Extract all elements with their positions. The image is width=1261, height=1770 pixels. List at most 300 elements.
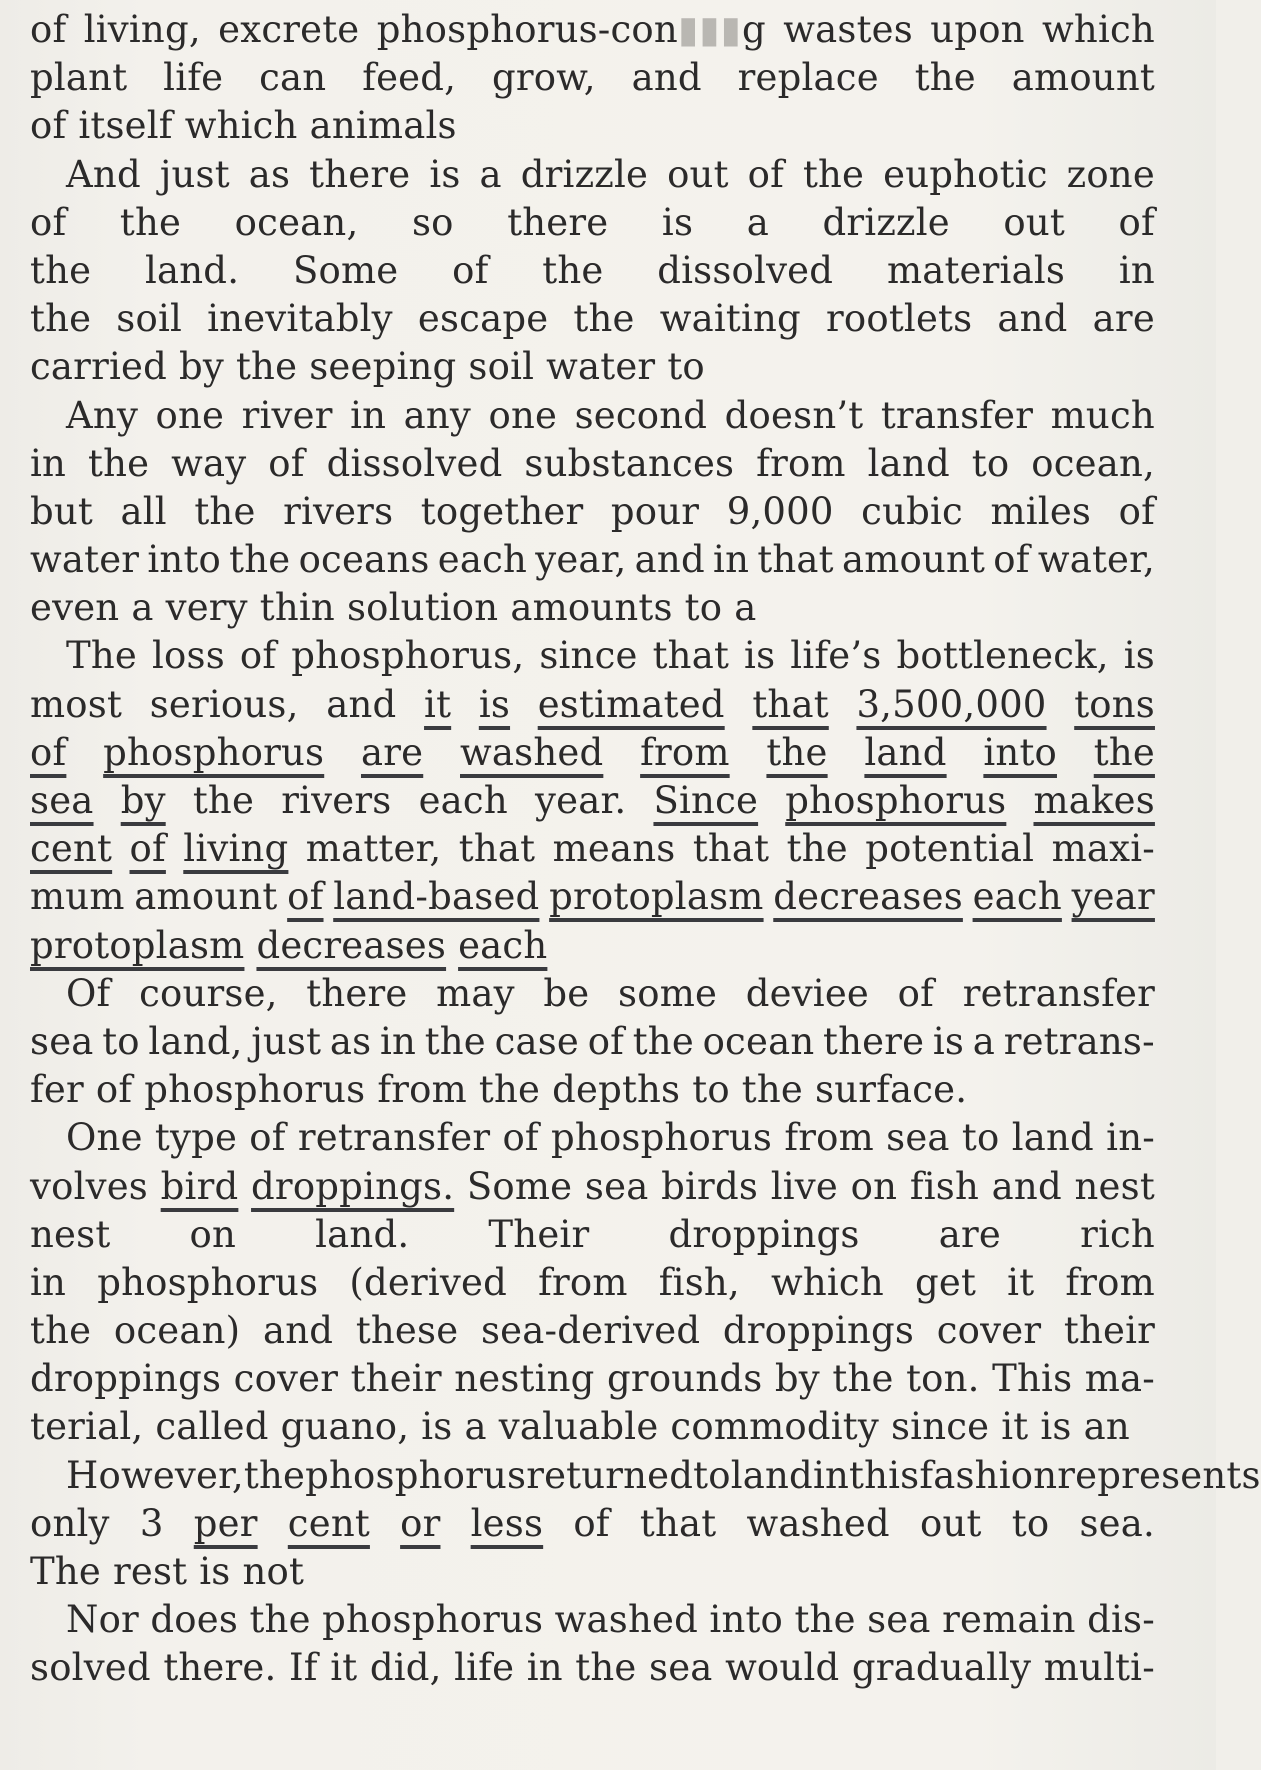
word: of xyxy=(747,152,784,196)
word: by xyxy=(120,779,166,822)
word: cent xyxy=(287,1501,370,1545)
word: fish xyxy=(909,1164,979,1208)
word: potential xyxy=(865,827,1035,871)
word: from xyxy=(756,441,846,485)
word: does xyxy=(150,1598,239,1642)
text-line xyxy=(30,1550,1155,1598)
word: out xyxy=(667,152,729,196)
word: on xyxy=(189,1212,237,1256)
word: substances xyxy=(524,441,735,485)
word: water xyxy=(30,538,140,582)
word: represents xyxy=(1057,1453,1261,1497)
text-line xyxy=(30,1261,1155,1309)
word: (derived xyxy=(349,1260,507,1304)
word: land xyxy=(864,730,947,774)
word: from xyxy=(784,1116,874,1160)
word: phosphorus xyxy=(322,1598,544,1642)
word: life xyxy=(454,1646,515,1690)
word: land xyxy=(1011,1116,1094,1160)
text-line xyxy=(30,297,1155,345)
word: life’s xyxy=(790,634,882,678)
word: of xyxy=(287,875,324,919)
word: terial, xyxy=(30,1405,144,1449)
word: from xyxy=(538,1260,628,1304)
word: to xyxy=(102,1019,140,1063)
word: depths xyxy=(552,1068,681,1112)
word: each xyxy=(437,538,528,582)
word: phosphorus xyxy=(103,730,325,774)
word: water xyxy=(546,345,656,389)
word: carried xyxy=(30,345,167,389)
word: materials xyxy=(886,248,1066,292)
word: since xyxy=(890,1405,990,1449)
word: year xyxy=(1071,875,1155,919)
word: land. xyxy=(144,248,240,292)
word: cent xyxy=(30,827,113,871)
word: living, xyxy=(83,8,201,51)
text-line xyxy=(30,8,1155,56)
word: replace xyxy=(737,56,879,100)
word: Since xyxy=(653,779,759,822)
word: waiting xyxy=(659,297,801,341)
word: in- xyxy=(1106,1116,1155,1160)
text-line xyxy=(30,827,1155,875)
word: zone xyxy=(1066,152,1155,196)
word: the xyxy=(30,297,92,341)
word: the xyxy=(1093,730,1155,774)
word: the xyxy=(229,538,291,582)
word: the xyxy=(632,1019,694,1063)
word: of xyxy=(268,441,305,485)
word: the xyxy=(235,345,298,389)
text-line xyxy=(30,586,1155,634)
word: means xyxy=(552,827,676,871)
text-line xyxy=(30,683,1155,731)
word: the xyxy=(573,297,635,341)
word: and xyxy=(997,297,1068,341)
word: amounts xyxy=(510,586,673,630)
word: just xyxy=(159,152,230,196)
word: is xyxy=(1123,634,1155,678)
word: dissolved xyxy=(326,441,503,485)
word: type xyxy=(154,1116,238,1160)
word: in xyxy=(1118,248,1155,292)
word: that xyxy=(692,827,770,871)
word: transfer xyxy=(880,393,1034,437)
word: of xyxy=(587,1019,625,1063)
word: rivers xyxy=(281,779,392,822)
word: itself xyxy=(78,104,173,148)
word: sea xyxy=(886,1116,950,1160)
word: bird xyxy=(160,1164,239,1208)
word: upon xyxy=(930,8,1025,51)
word: of xyxy=(129,827,166,871)
word: in xyxy=(812,1453,850,1497)
word: it xyxy=(1001,1405,1029,1449)
word: phosphorus xyxy=(785,779,1007,822)
word: pour xyxy=(610,489,700,533)
word: miles xyxy=(990,489,1092,533)
word: Any xyxy=(66,393,139,437)
word: solution xyxy=(346,586,499,630)
word: one xyxy=(488,393,558,437)
word: If xyxy=(288,1646,318,1690)
word: way xyxy=(171,441,247,485)
word: of xyxy=(897,971,935,1015)
word: protoplasm xyxy=(549,875,764,919)
word: there xyxy=(309,152,411,196)
word: the xyxy=(832,1357,894,1401)
word: soil xyxy=(116,297,183,341)
word: of xyxy=(452,248,489,292)
text-line xyxy=(30,1453,1261,1502)
word: of xyxy=(1118,489,1155,533)
word: droppings xyxy=(668,1212,860,1256)
word: valuable xyxy=(498,1405,659,1449)
word: can xyxy=(259,56,327,100)
word: washed xyxy=(460,730,604,774)
word: amount xyxy=(134,875,278,919)
word: and xyxy=(991,1164,1062,1208)
word: the xyxy=(575,1646,637,1690)
word: there. xyxy=(163,1646,277,1690)
word: phosphorus, xyxy=(291,634,525,678)
word: one xyxy=(155,393,225,437)
word: ocean, xyxy=(234,200,359,244)
word: the xyxy=(478,1068,541,1112)
word: that xyxy=(757,538,834,582)
word: just xyxy=(251,1019,322,1063)
word: a xyxy=(464,1405,487,1449)
word: Of xyxy=(66,971,111,1015)
text-line xyxy=(30,442,1155,490)
word: and xyxy=(634,538,705,582)
word: cover xyxy=(233,1357,339,1401)
word: Their xyxy=(488,1212,590,1256)
word: escape xyxy=(417,297,549,341)
word: soil xyxy=(468,345,535,389)
word: Nor xyxy=(66,1598,139,1642)
word: that xyxy=(752,682,829,726)
word: as xyxy=(329,1019,372,1063)
word: ocean) xyxy=(113,1309,241,1353)
text-line xyxy=(30,56,1155,104)
word: estimated xyxy=(537,682,725,726)
word: that xyxy=(652,634,730,678)
word: into xyxy=(983,730,1057,774)
word: of xyxy=(30,104,67,148)
word: in xyxy=(379,1019,417,1063)
word: of xyxy=(249,1116,286,1160)
word: retransfer xyxy=(297,1116,491,1160)
word: droppings xyxy=(30,1357,222,1401)
word: which xyxy=(1042,8,1155,51)
word: per xyxy=(193,1501,258,1545)
word: their xyxy=(350,1357,442,1401)
word: is xyxy=(429,152,461,196)
word: This xyxy=(992,1357,1073,1401)
word: of xyxy=(1118,200,1155,244)
word: there xyxy=(507,200,609,244)
word: phosphorus xyxy=(305,1453,527,1497)
smudged-text: ▮▮▮ xyxy=(677,8,743,51)
word: sea xyxy=(30,1019,94,1063)
text-line xyxy=(30,153,1155,201)
word: life xyxy=(163,56,224,100)
word: rootlets xyxy=(826,297,973,341)
word: retransfer xyxy=(962,971,1155,1015)
word: a xyxy=(734,586,757,630)
word: all xyxy=(120,489,167,533)
word: 3,500,000 xyxy=(856,682,1047,726)
word: 9,000 xyxy=(726,489,834,533)
word: very xyxy=(165,586,248,630)
word: out xyxy=(1003,200,1065,244)
word: drizzle xyxy=(520,152,649,196)
word: nest xyxy=(30,1212,111,1256)
word: tons xyxy=(1074,682,1155,726)
word: fashion xyxy=(919,1453,1058,1497)
word: there xyxy=(823,1019,925,1063)
word: decreases xyxy=(256,923,447,967)
word: the xyxy=(424,1019,486,1063)
text-line xyxy=(30,1502,1155,1550)
text-line xyxy=(30,1213,1155,1261)
word: phosphorus xyxy=(551,1116,773,1160)
word: decreases xyxy=(773,875,963,919)
word: dissolved xyxy=(657,248,834,292)
word: ma- xyxy=(1084,1357,1155,1401)
text-line xyxy=(30,394,1155,442)
word: amount xyxy=(841,538,986,582)
word: gradually xyxy=(851,1646,1032,1690)
word: each xyxy=(458,923,548,967)
text-line xyxy=(30,779,1155,827)
word: land, xyxy=(148,1019,243,1063)
word: of xyxy=(95,1068,133,1112)
word: to xyxy=(667,345,705,389)
word: is xyxy=(932,1019,965,1063)
word: commodity xyxy=(670,1405,879,1449)
word: live xyxy=(770,1164,838,1208)
word: out xyxy=(920,1501,982,1545)
word: serious, xyxy=(149,682,299,726)
word: washed xyxy=(746,1501,890,1545)
word: are xyxy=(1092,297,1155,341)
word: inevitably xyxy=(207,297,393,341)
text-line xyxy=(30,1309,1155,1357)
text-line xyxy=(30,1020,1155,1068)
word: ocean, xyxy=(1031,441,1155,485)
word: returned xyxy=(526,1453,694,1497)
word: of xyxy=(239,634,277,678)
word: to xyxy=(1011,1501,1050,1545)
word: the xyxy=(794,1598,856,1642)
word: One xyxy=(66,1116,143,1160)
word: the xyxy=(542,248,604,292)
word: called xyxy=(155,1405,269,1449)
word: the xyxy=(786,827,848,871)
word: a xyxy=(479,152,502,196)
word: in xyxy=(350,393,387,437)
word: the xyxy=(249,1598,311,1642)
word: drizzle xyxy=(822,200,950,244)
word: from xyxy=(640,730,730,774)
word: from xyxy=(377,1068,467,1112)
word: would xyxy=(725,1646,840,1690)
word: phosphorus-con▮▮▮g xyxy=(376,8,766,51)
text-line xyxy=(30,634,1155,682)
word: animals xyxy=(309,104,457,148)
word: ton. xyxy=(906,1357,980,1401)
word: wastes xyxy=(783,8,913,51)
word: volves xyxy=(30,1164,148,1208)
word: Some xyxy=(292,248,399,292)
word: phosphorus xyxy=(144,1068,366,1112)
word: loss xyxy=(152,634,225,678)
word: washed xyxy=(554,1598,698,1642)
word: in xyxy=(713,538,750,582)
word: on xyxy=(850,1164,898,1208)
word: only xyxy=(30,1501,110,1545)
word: mum xyxy=(30,875,125,919)
word: to xyxy=(961,1116,1000,1160)
text-line xyxy=(30,1598,1155,1646)
text-line xyxy=(30,972,1155,1020)
word: into xyxy=(147,538,221,582)
word: river xyxy=(241,393,333,437)
word: be xyxy=(543,971,590,1015)
word: surface. xyxy=(815,1068,968,1112)
word: a xyxy=(972,1019,996,1063)
word: from xyxy=(1065,1260,1155,1304)
word: oceans xyxy=(298,538,430,582)
text-line xyxy=(30,1165,1155,1213)
word: that xyxy=(458,827,536,871)
word: the xyxy=(914,56,976,100)
word: the xyxy=(30,248,92,292)
word: of xyxy=(502,1116,539,1160)
word: the xyxy=(802,152,865,196)
word: is xyxy=(744,634,776,678)
word: that xyxy=(639,1501,717,1545)
word: sea xyxy=(30,779,94,822)
word: did, xyxy=(369,1646,442,1690)
word: and xyxy=(326,682,397,726)
word: there xyxy=(306,971,408,1015)
word: in xyxy=(30,1260,67,1304)
word: amount xyxy=(1011,56,1155,100)
word: to xyxy=(693,1453,731,1497)
text-line xyxy=(30,104,1155,152)
word: by xyxy=(178,345,224,389)
word: may xyxy=(436,971,515,1015)
word: get xyxy=(914,1260,977,1304)
word: since xyxy=(539,634,638,678)
word: seeping xyxy=(309,345,457,389)
word: land xyxy=(730,1453,813,1497)
word: solved xyxy=(30,1646,151,1690)
word: this xyxy=(849,1453,920,1497)
word: doesn’t xyxy=(724,393,864,437)
word: remain xyxy=(942,1598,1076,1642)
word: of xyxy=(30,730,67,774)
word: birds xyxy=(661,1164,759,1208)
word: protoplasm xyxy=(30,923,245,967)
word: grow, xyxy=(492,56,596,100)
word: some xyxy=(618,971,718,1015)
word: of xyxy=(573,1501,610,1545)
word: by xyxy=(774,1357,820,1401)
word: fish, xyxy=(658,1260,740,1304)
word: second xyxy=(574,393,708,437)
word: sea xyxy=(867,1598,931,1642)
word: the xyxy=(192,779,255,822)
word: to xyxy=(692,1068,730,1112)
word: are xyxy=(360,730,424,774)
text-line xyxy=(30,1405,1155,1453)
word: 3 xyxy=(139,1501,164,1545)
word: in xyxy=(30,441,67,485)
word: However, xyxy=(66,1453,244,1497)
word: the xyxy=(194,489,256,533)
word: less xyxy=(470,1501,544,1545)
word: as xyxy=(248,152,291,196)
word: together xyxy=(420,489,584,533)
text-line xyxy=(30,1646,1155,1694)
word: feed, xyxy=(362,56,457,100)
word: ocean xyxy=(702,1019,815,1063)
word: rest xyxy=(113,1550,188,1593)
word: thin xyxy=(259,586,335,630)
word: cubic xyxy=(861,489,963,533)
word: matter, xyxy=(305,827,442,871)
word: euphotic xyxy=(883,152,1048,196)
word: sea-derived xyxy=(480,1309,701,1353)
word: of xyxy=(993,538,1030,582)
word: most xyxy=(30,682,123,726)
word: which xyxy=(770,1260,884,1304)
word: retrans- xyxy=(1003,1019,1155,1063)
word: land-based xyxy=(333,875,540,919)
word: or xyxy=(400,1501,441,1545)
text-line xyxy=(30,249,1155,297)
text-line xyxy=(30,1068,1155,1116)
word: the xyxy=(243,1453,306,1497)
word: Some xyxy=(466,1164,573,1208)
word: multi- xyxy=(1043,1646,1155,1690)
text-line xyxy=(30,538,1155,586)
word: land xyxy=(867,441,950,485)
word: sea xyxy=(649,1646,713,1690)
word: the xyxy=(766,730,828,774)
word: is xyxy=(661,200,694,244)
text-line xyxy=(30,731,1155,779)
word: The xyxy=(66,634,138,678)
word: their xyxy=(1063,1309,1155,1353)
word: to xyxy=(684,586,723,630)
word: and xyxy=(262,1309,334,1353)
word: each xyxy=(972,875,1062,919)
word: plant xyxy=(30,56,128,100)
word: dis- xyxy=(1087,1598,1155,1642)
word: course, xyxy=(139,971,278,1015)
word: bottleneck, xyxy=(896,634,1109,678)
word: rivers xyxy=(283,489,394,533)
word: is xyxy=(421,1405,453,1449)
text-line xyxy=(30,345,1155,393)
word: the xyxy=(119,200,182,244)
